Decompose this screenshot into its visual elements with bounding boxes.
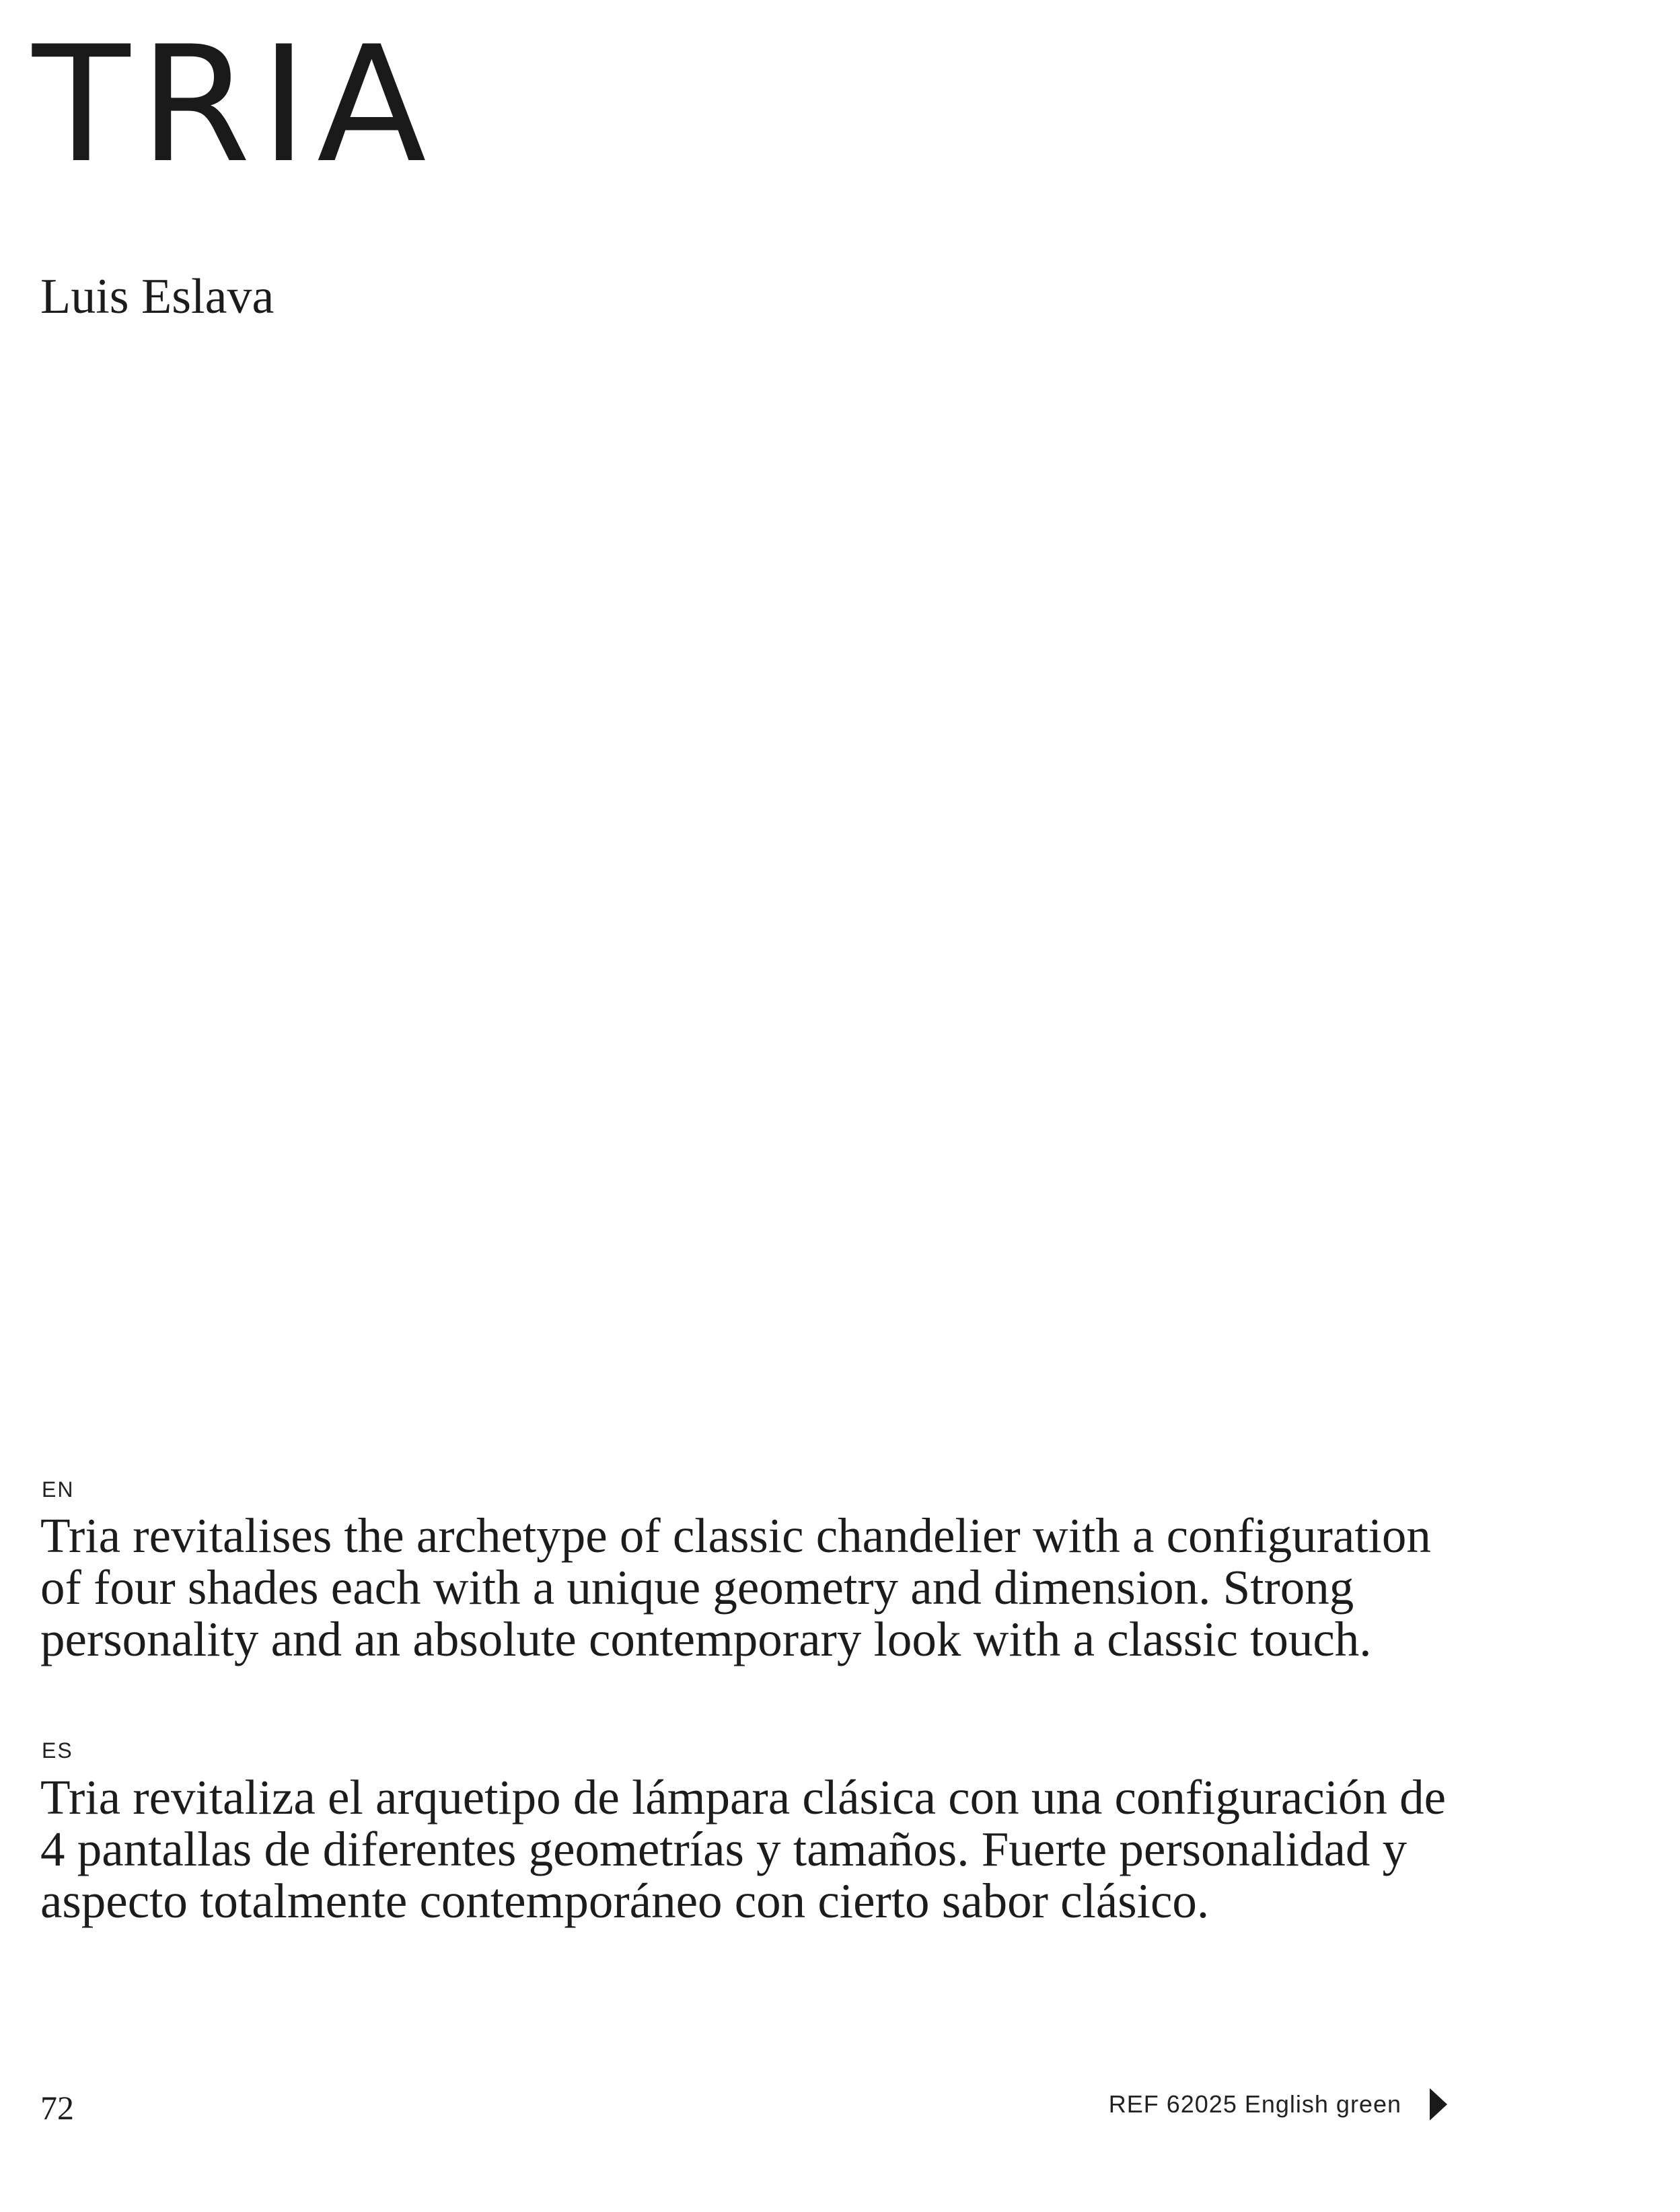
product-title: TRIA [32, 12, 436, 198]
page-number: 72 [40, 2089, 74, 2127]
description-en: Tria revitalises the archetype of classic chandelier with a configuration of four shades each with a unique geometry and dimension. Strong personality and an absolute contemporary look with a classic touch. [40, 1508, 1431, 1666]
designer-name: Luis Eslava [40, 269, 275, 324]
description-es: Tria revitaliza el arquetipo de lámpara clásica con una configuración de 4 pantallas de diferentes geometrías y tamaños. Fuerte personalidad y aspecto totalmente contemporáneo con cierto sabor clásico. [40, 1770, 1447, 1928]
language-label-es: ES [42, 1738, 73, 1763]
product-reference: REF 62025 English green [1108, 2090, 1401, 2118]
language-label-en: EN [42, 1477, 75, 1502]
product-reference-link[interactable] [1109, 2088, 1447, 2121]
triangle-right-icon[interactable] [1430, 2088, 1447, 2121]
